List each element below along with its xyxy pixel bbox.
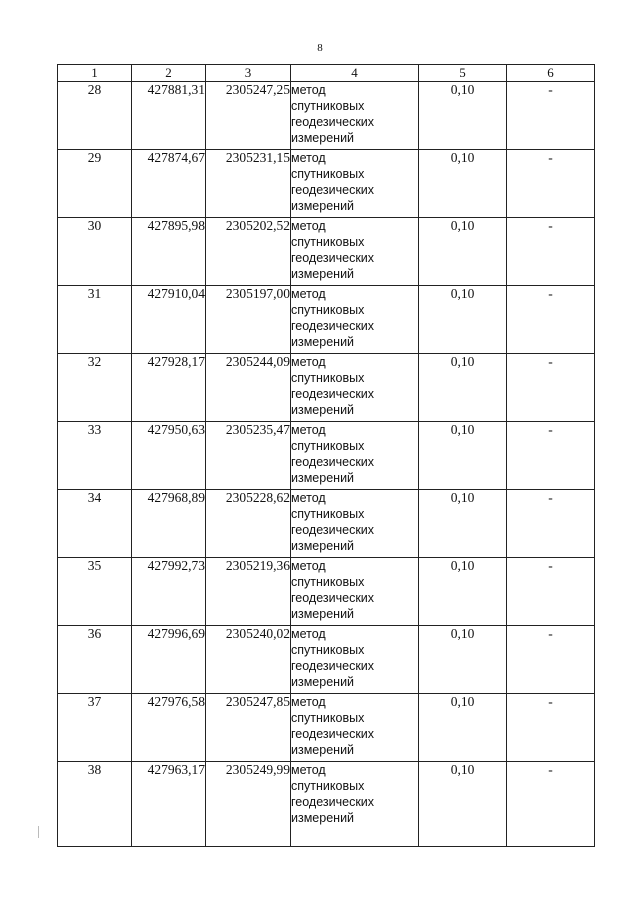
method-line: метод [291, 219, 326, 233]
point-number-cell: 37 [58, 694, 132, 762]
method-line: метод [291, 423, 326, 437]
y-coordinate-cell: 2305228,62 [206, 490, 291, 558]
method-line: геодезических [291, 183, 375, 197]
y-coordinate-cell: 2305244,09 [206, 354, 291, 422]
accuracy-cell: 0,10 [419, 422, 507, 490]
note-cell: - [507, 82, 595, 150]
note-cell: - [507, 218, 595, 286]
method-line: геодезических [291, 591, 375, 605]
method-line: геодезических [291, 319, 375, 333]
method-line: геодезических [291, 659, 375, 673]
y-coordinate-cell: 2305235,47 [206, 422, 291, 490]
method-line: спутниковых [291, 371, 365, 385]
point-number-cell: 34 [58, 490, 132, 558]
method-line: спутниковых [291, 235, 365, 249]
note-cell: - [507, 626, 595, 694]
note-cell: - [507, 762, 595, 847]
header-cell-4: 4 [291, 65, 419, 82]
y-coordinate-cell: 2305249,99 [206, 762, 291, 847]
method-cell [291, 626, 419, 694]
method-cell [291, 762, 419, 847]
method-line: спутниковых [291, 99, 365, 113]
method-line: измерений [291, 675, 355, 689]
accuracy-cell: 0,10 [419, 490, 507, 558]
y-coordinate-cell: 2305247,85 [206, 694, 291, 762]
table-row [58, 82, 595, 150]
table-row [58, 286, 595, 354]
method-line: геодезических [291, 115, 375, 129]
x-coordinate-cell: 427874,67 [132, 150, 206, 218]
point-number-cell: 36 [58, 626, 132, 694]
method-line: спутниковых [291, 303, 365, 317]
method-line: геодезических [291, 727, 375, 741]
method-line: измерений [291, 199, 355, 213]
note-cell: - [507, 286, 595, 354]
x-coordinate-cell: 427968,89 [132, 490, 206, 558]
note-cell: - [507, 694, 595, 762]
accuracy-cell: 0,10 [419, 286, 507, 354]
accuracy-cell: 0,10 [419, 150, 507, 218]
table-row [58, 422, 595, 490]
method-cell [291, 490, 419, 558]
method-line: спутниковых [291, 779, 365, 793]
x-coordinate-cell: 427963,17 [132, 762, 206, 847]
method-line: метод [291, 355, 326, 369]
method-line: спутниковых [291, 167, 365, 181]
y-coordinate-cell: 2305240,02 [206, 626, 291, 694]
method-line: спутниковых [291, 575, 365, 589]
x-coordinate-cell: 427910,04 [132, 286, 206, 354]
margin-mark [38, 826, 39, 838]
accuracy-cell: 0,10 [419, 762, 507, 847]
x-coordinate-cell: 427976,58 [132, 694, 206, 762]
table-row [58, 762, 595, 847]
note-cell: - [507, 422, 595, 490]
note-cell: - [507, 558, 595, 626]
method-cell [291, 354, 419, 422]
method-line: спутниковых [291, 711, 365, 725]
accuracy-cell: 0,10 [419, 82, 507, 150]
method-cell [291, 218, 419, 286]
x-coordinate-cell: 427950,63 [132, 422, 206, 490]
point-number-cell: 31 [58, 286, 132, 354]
point-number-cell: 32 [58, 354, 132, 422]
table-row [58, 218, 595, 286]
method-line: спутниковых [291, 439, 365, 453]
point-number-cell: 29 [58, 150, 132, 218]
method-line: измерений [291, 607, 355, 621]
x-coordinate-cell: 427895,98 [132, 218, 206, 286]
method-line: метод [291, 763, 326, 777]
table-row [58, 558, 595, 626]
point-number-cell: 35 [58, 558, 132, 626]
header-cell-5: 5 [419, 65, 507, 82]
table-row [58, 354, 595, 422]
method-line: измерений [291, 811, 355, 825]
y-coordinate-cell: 2305219,36 [206, 558, 291, 626]
point-number-cell: 30 [58, 218, 132, 286]
header-cell-3: 3 [206, 65, 291, 82]
method-cell [291, 150, 419, 218]
method-line: спутниковых [291, 507, 365, 521]
page-number: 8 [317, 42, 323, 54]
point-number-cell: 28 [58, 82, 132, 150]
header-cell-6: 6 [507, 65, 595, 82]
method-line: геодезических [291, 795, 375, 809]
method-line: метод [291, 287, 326, 301]
method-line: геодезических [291, 251, 375, 265]
header-row [58, 65, 595, 82]
method-cell [291, 422, 419, 490]
method-line: метод [291, 83, 326, 97]
method-line: геодезических [291, 387, 375, 401]
note-cell: - [507, 354, 595, 422]
method-line: измерений [291, 471, 355, 485]
method-line: измерений [291, 335, 355, 349]
method-line: метод [291, 627, 326, 641]
method-line: геодезических [291, 523, 375, 537]
method-line: измерений [291, 539, 355, 553]
method-line: измерений [291, 131, 355, 145]
y-coordinate-cell: 2305197,00 [206, 286, 291, 354]
coordinates-table [57, 64, 595, 847]
header-cell-2: 2 [132, 65, 206, 82]
accuracy-cell: 0,10 [419, 558, 507, 626]
x-coordinate-cell: 427928,17 [132, 354, 206, 422]
y-coordinate-cell: 2305202,52 [206, 218, 291, 286]
y-coordinate-cell: 2305247,25 [206, 82, 291, 150]
method-line: метод [291, 491, 326, 505]
accuracy-cell: 0,10 [419, 694, 507, 762]
table-row [58, 694, 595, 762]
y-coordinate-cell: 2305231,15 [206, 150, 291, 218]
method-line: метод [291, 151, 326, 165]
x-coordinate-cell: 427992,73 [132, 558, 206, 626]
accuracy-cell: 0,10 [419, 626, 507, 694]
method-line: измерений [291, 403, 355, 417]
method-line: измерений [291, 743, 355, 757]
point-number-cell: 33 [58, 422, 132, 490]
accuracy-cell: 0,10 [419, 218, 507, 286]
method-cell [291, 286, 419, 354]
table-row [58, 150, 595, 218]
method-cell [291, 694, 419, 762]
point-number-cell: 38 [58, 762, 132, 847]
method-line: метод [291, 559, 326, 573]
method-line: геодезических [291, 455, 375, 469]
method-line: метод [291, 695, 326, 709]
method-line: спутниковых [291, 643, 365, 657]
method-cell [291, 558, 419, 626]
note-cell: - [507, 150, 595, 218]
note-cell: - [507, 490, 595, 558]
accuracy-cell: 0,10 [419, 354, 507, 422]
x-coordinate-cell: 427881,31 [132, 82, 206, 150]
x-coordinate-cell: 427996,69 [132, 626, 206, 694]
table-row [58, 490, 595, 558]
header-cell-1: 1 [58, 65, 132, 82]
method-cell [291, 82, 419, 150]
table-row [58, 626, 595, 694]
method-line: измерений [291, 267, 355, 281]
